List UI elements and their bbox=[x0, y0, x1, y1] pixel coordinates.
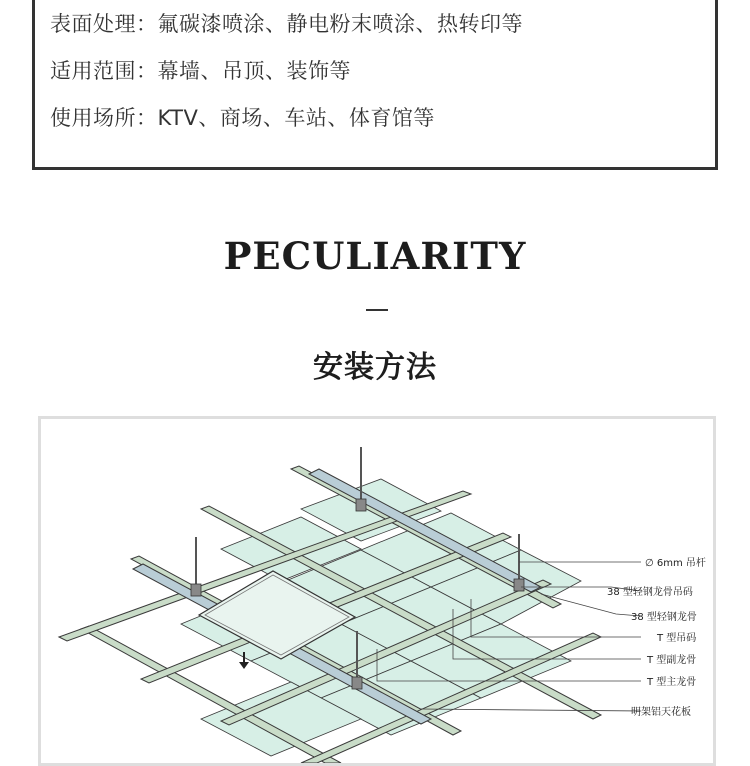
label-38-channel: 38 型轻钢龙骨 bbox=[631, 612, 697, 623]
spec-value: 氟碳漆喷涂、静电粉末喷涂、热转印等 bbox=[157, 12, 523, 36]
label-aluminum-panel: 明架铝天花板 bbox=[631, 707, 691, 718]
spec-label: 适用范围： bbox=[50, 59, 158, 83]
label-t-main-runner: T 型主龙骨 bbox=[647, 677, 697, 688]
label-t-hanger: T 型吊码 bbox=[657, 633, 697, 644]
spec-usage-places bbox=[50, 102, 435, 132]
section-title-cn: 安装方法 bbox=[313, 350, 437, 385]
spec-value: 幕墙、吊顶、装饰等 bbox=[157, 59, 351, 83]
label-hanging-rod: ∅ 6mm 吊杆 bbox=[645, 558, 706, 569]
spec-value: KTV、商场、车站、体育馆等 bbox=[157, 106, 435, 130]
spec-label: 表面处理： bbox=[50, 12, 158, 36]
label-t-cross-runner: T 型副龙骨 bbox=[647, 655, 697, 666]
section-title-en: PECULIARITY bbox=[223, 234, 527, 278]
title-divider bbox=[366, 309, 388, 311]
spec-label: 使用场所： bbox=[50, 106, 158, 130]
installation-diagram bbox=[38, 416, 716, 766]
ceiling-grid-illustration bbox=[41, 419, 713, 763]
label-38-hanger: 38 型轻钢龙骨吊码 bbox=[607, 587, 693, 598]
spec-surface-treatment bbox=[50, 8, 523, 38]
spec-application-range bbox=[50, 55, 351, 85]
